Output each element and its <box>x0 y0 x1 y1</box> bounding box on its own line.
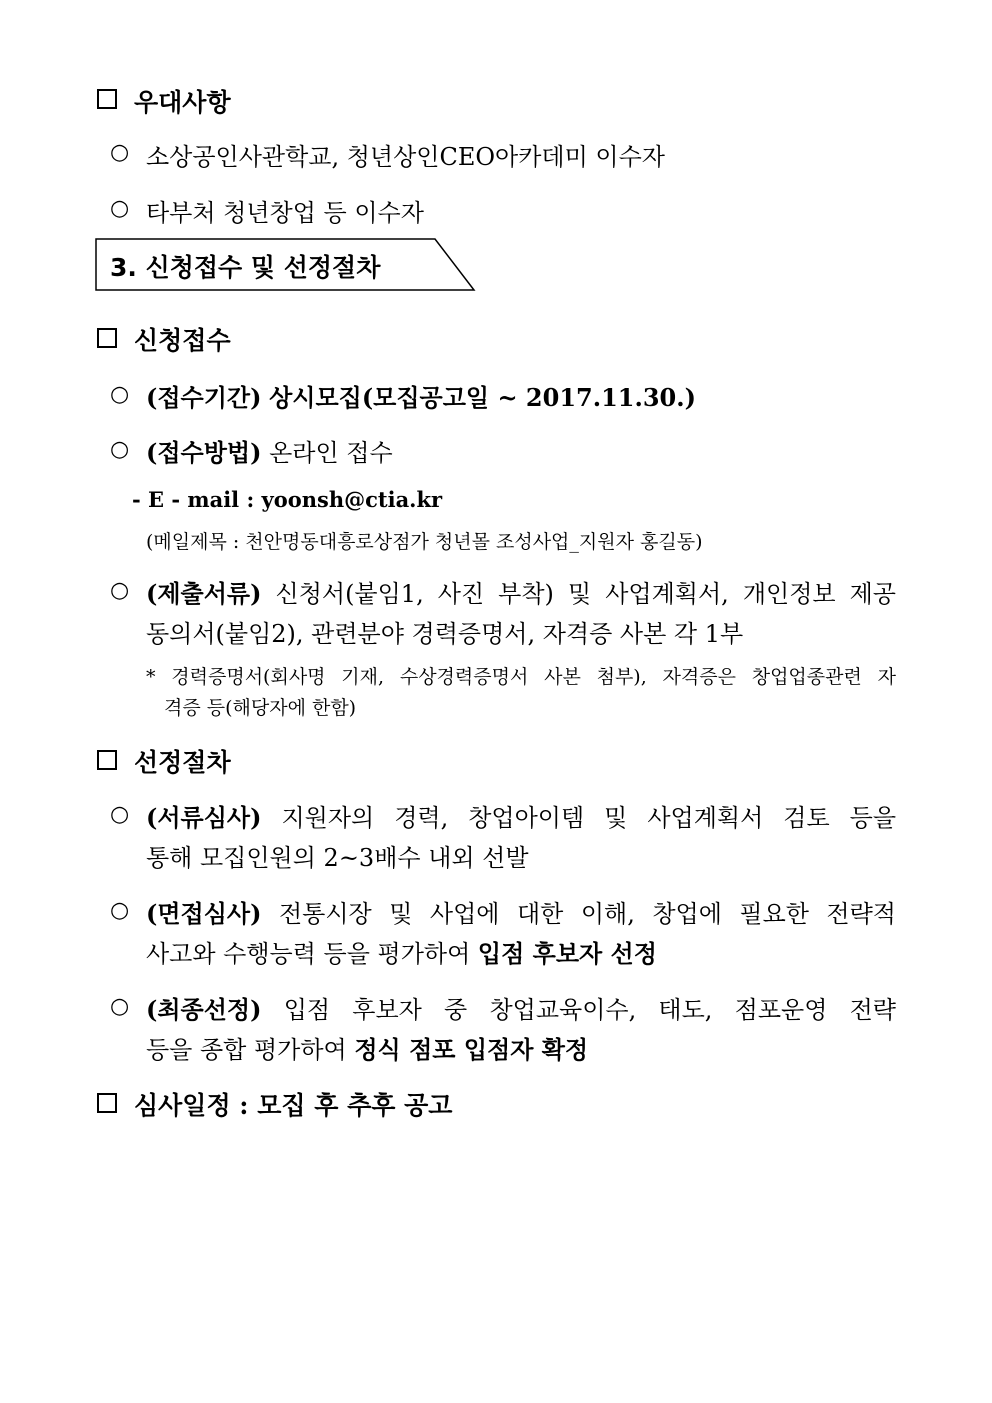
interview-label: (면접심사) <box>146 899 262 928</box>
application-period <box>146 378 696 413</box>
final-line-2 <box>146 1030 588 1065</box>
heading-schedule: 심사일정 : 모집 후 추후 공고 <box>134 1091 453 1120</box>
preferential-item-2: 타부처 청년창업 등 이수자 <box>146 199 424 227</box>
interview-line-2 <box>146 934 657 969</box>
checkbox-square-icon <box>97 1093 117 1113</box>
heading-application: 신청접수 <box>134 326 231 355</box>
bullet-circle-icon: ○ <box>110 196 130 221</box>
bullet-circle-icon: ○ <box>110 382 130 407</box>
period-value: 상시모집(모집공고일 ~ 2017.11.30.) <box>269 383 696 412</box>
interview-line-1 <box>146 894 896 929</box>
note-line-2: 격증 등(해당자에 한함) <box>164 697 357 719</box>
doc-review-text-1: 지원자의 경력, 창업아이템 및 사업계획서 검토 등을 <box>281 804 896 832</box>
heading-selection: 선정절차 <box>134 748 231 777</box>
bullet-circle-icon: ○ <box>110 802 130 827</box>
bullet-circle-icon: ○ <box>110 140 130 165</box>
final-line-1 <box>146 990 896 1025</box>
interview-text-1: 전통시장 및 사업에 대한 이해, 창업에 필요한 전략적 <box>278 900 896 928</box>
docs-label: (제출서류) <box>146 579 262 608</box>
email-line: - E - mail : yoonsh@ctia.kr <box>132 487 443 512</box>
doc-review-label: (서류심사) <box>146 803 262 832</box>
interview-text-2b: 입점 후보자 선정 <box>477 939 657 968</box>
final-label: (최종선정) <box>146 995 262 1024</box>
checkbox-square-icon <box>97 89 117 109</box>
bullet-circle-icon: ○ <box>110 898 130 923</box>
heading-preferential: 우대사항 <box>134 88 231 117</box>
section-title: 3. 신청접수 및 선정절차 <box>110 253 381 282</box>
doc-review-line-2: 통해 모집인원의 2~3배수 내외 선발 <box>146 844 529 872</box>
application-method <box>146 433 393 468</box>
final-text-1: 입점 후보자 중 창업교육이수, 태도, 점포운영 전략 <box>283 996 896 1024</box>
checkbox-square-icon <box>97 328 117 348</box>
docs-line-2: 동의서(붙임2), 관련분야 경력증명서, 자격증 사본 각 1부 <box>146 620 744 648</box>
final-text-2b: 정식 점포 입점자 확정 <box>354 1035 589 1064</box>
preferential-item-1: 소상공인사관학교, 청년상인CEO아카데미 이수자 <box>146 143 665 171</box>
method-label: (접수방법) <box>146 438 262 467</box>
method-value: 온라인 접수 <box>269 439 393 467</box>
email-subject: (메일제목 : 천안명동대흥로상점가 청년몰 조성사업_지원자 홍길동) <box>146 531 703 553</box>
final-text-2a: 등을 종합 평가하여 <box>146 1036 347 1064</box>
period-label: (접수기간) <box>146 383 262 412</box>
bullet-circle-icon: ○ <box>110 578 130 603</box>
bullet-circle-icon: ○ <box>110 437 130 462</box>
docs-line-1 <box>146 574 896 609</box>
docs-text-1: 신청서(붙임1, 사진 부착) 및 사업계획서, 개인정보 제공 <box>275 580 896 608</box>
bullet-circle-icon: ○ <box>110 994 130 1019</box>
note-line-1: * 경력증명서(회사명 기재, 수상경력증명서 사본 첨부), 자격증은 창업업종관련 자 <box>146 666 896 688</box>
doc-review-line-1 <box>146 798 896 833</box>
checkbox-square-icon <box>97 750 117 770</box>
interview-text-2a: 사고와 수행능력 등을 평가하여 <box>146 940 471 968</box>
